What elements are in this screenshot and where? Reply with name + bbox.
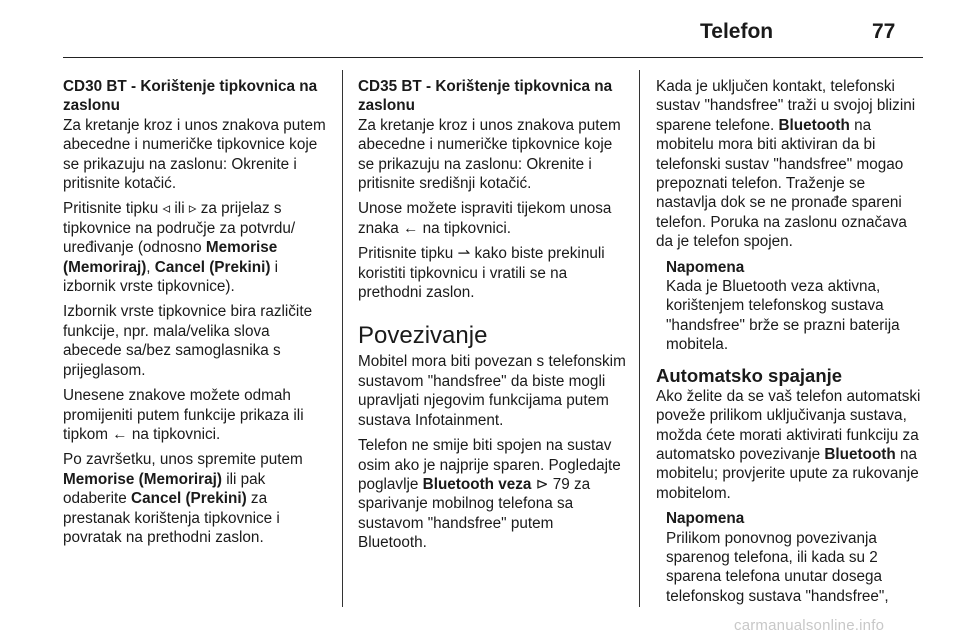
page-number: 77	[872, 20, 896, 43]
cd35-paragraph-2: Unose možete ispraviti tijekom unosa znaka ← na tipkovnici.	[358, 200, 612, 237]
watermark: carmanualsonline.info	[734, 617, 885, 634]
cd30-heading: CD30 BT - Korištenje tipkovnica na zaslonu	[63, 78, 318, 115]
text: na mobitelu; provjerite upute za rukovanje mobitelom.	[656, 445, 919, 502]
cd30-paragraph-4: Unesene znakove možete odmah promijeniti putem funkcije prikaza ili tipkom ← na tipkovnici.	[63, 387, 304, 443]
text: Telefon ne smije biti spojen na sustav osim ako je najprije sparen. Pogledajte poglavlje	[358, 437, 621, 493]
subsection-heading-automatsko-spajanje: Automatsko spajanje	[656, 364, 843, 386]
bold-term: Cancel (Prekini)	[154, 258, 271, 276]
column-divider-2	[639, 70, 640, 607]
text: Ako želite da se vaš telefon automatski poveže prilikom uključivanja sustava, možda ćete morati aktivirati funkciju za automatsko povezivanje	[656, 387, 921, 463]
column-3	[656, 77, 924, 612]
bold-term: Bluetooth	[824, 445, 896, 463]
text: Pritisnite tipku ◃ ili ▹ za prijelaz s tipkovnice na područje za potvrdu/ uređivanje (odnosno	[63, 200, 296, 257]
note-title: Napomena	[666, 510, 745, 528]
povezivanje-paragraph-2	[358, 436, 626, 552]
cd30-paragraph-1: Za kretanje kroz i unos znakova putem abecedne i numeričke tipkovnice koje se prikazuju na zaslonu: Okrenite i pritisnite kotačić.	[63, 116, 326, 193]
cd30-paragraph-2	[63, 199, 330, 296]
text: na mobitelu mora biti aktiviran da bi telefonski sustav "handsfree" mogao prepoznati telefon. Traženje se nastavlja dok se ne pronađe spareni telefon. Poruka na zaslonu označava da je telefon spojen.	[656, 116, 907, 251]
note-text: Kada je Bluetooth veza aktivna, korištenjem telefonskog sustava "handsfree" brže se prazni baterija mobitela.	[666, 278, 900, 354]
note-2	[666, 509, 924, 606]
column-1	[63, 77, 330, 553]
text: ,	[146, 258, 155, 276]
note-title: Napomena	[666, 258, 745, 276]
text: ⊳ 79 za sparivanje mobilnog telefona sa sustavom "handsfree" putem Bluetooth.	[358, 475, 591, 552]
cd35-heading: CD35 BT - Korištenje tipkovnica na zaslonu	[358, 78, 613, 115]
column-2	[358, 77, 626, 559]
cd30-paragraph-3: Izbornik vrste tipkovnice bira različite funkcije, npr. mala/velika slova abecede sa/bez samoglasnika s prijeglasom.	[63, 303, 313, 379]
bold-term: Memorise (Memoriraj)	[63, 239, 278, 276]
header-divider	[63, 57, 923, 58]
connection-paragraph	[656, 77, 924, 252]
text: Kada je uključen kontakt, telefonski sustav "handsfree" traži u svojoj blizini sparene telefone.	[656, 78, 916, 134]
page-title: Telefon	[700, 20, 774, 43]
text: ili pak odaberite	[63, 470, 266, 508]
bold-term: Memorise (Memoriraj)	[63, 470, 222, 488]
section-heading-povezivanje: Povezivanje	[358, 322, 488, 350]
note-1	[666, 258, 924, 355]
column-divider-1	[342, 70, 343, 607]
text: Po završetku, unos spremite putem	[63, 451, 303, 469]
bold-term: Cancel (Prekini)	[131, 490, 247, 508]
cd35-paragraph-1: Za kretanje kroz i unos znakova putem abecedne i numeričke tipkovnice koje se prikazuju na zaslonu: Okrenite i pritisnite središnji kotačić.	[358, 116, 621, 193]
note-text: Prilikom ponovnog povezivanja sparenog telefona, ili kada su 2 sparena telefona unutar dosega telefonskog sustava "handsfree",	[666, 529, 889, 605]
cd30-paragraph-5	[63, 450, 330, 547]
povezivanje-paragraph-1: Mobitel mora biti povezan s telefonskim sustavom "handsfree" da biste mogli upravljati njegovim funkcijama putem sustava Infotainment.	[358, 353, 626, 429]
text: i izbornik vrste tipkovnice).	[63, 258, 279, 296]
cross-reference-link[interactable]: Bluetooth veza	[422, 475, 532, 493]
cd35-paragraph-3: Pritisnite tipku ⇀ kako biste prekinuli koristiti tipkovnicu i vratili se na prethodni zaslon.	[358, 245, 605, 302]
auto-connect-paragraph	[656, 387, 924, 503]
text: za prestanak korištenja tipkovnice i povratak na prethodni zaslon.	[63, 490, 280, 546]
bold-term: Bluetooth	[778, 116, 850, 134]
